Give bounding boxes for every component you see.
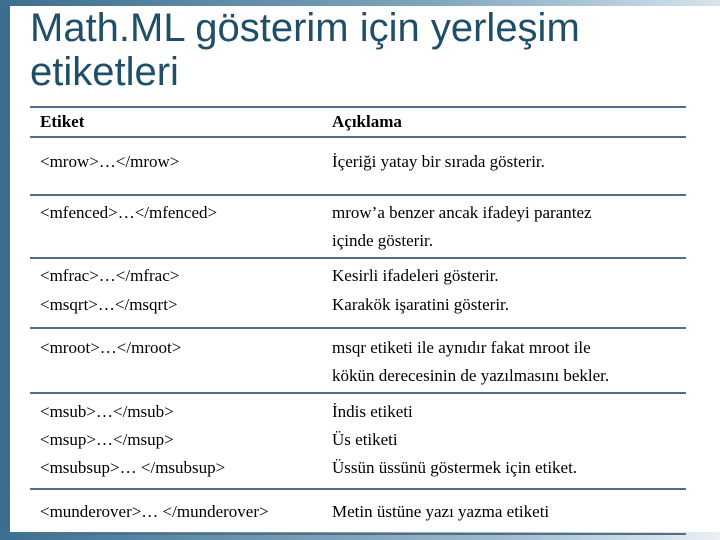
header-tag-cell: [30, 108, 324, 136]
desc-cell: [324, 291, 686, 327]
desc-text: İndis etiketi: [332, 402, 413, 421]
desc-text: Metin üstüne yazı yazma etiketi: [332, 502, 550, 521]
tag-cell: [30, 148, 324, 194]
header-desc-cell: [324, 108, 686, 136]
desc-text: Karakök işaratini gösterir.: [332, 295, 510, 314]
tag-cell: [30, 291, 324, 327]
tag-text: <mrow>…</mrow>: [40, 152, 180, 171]
desc-text: İçeriği yatay bir sırada gösterir.: [332, 152, 545, 171]
tag-text: <mfenced>…</mfenced>: [40, 203, 218, 222]
desc-text: Üssün üssünü göstermek için etiket.: [332, 458, 578, 477]
tag-cell: [30, 398, 324, 488]
table-row: [30, 490, 686, 535]
desc-text: msqr etiketi ile aynıdır fakat mroot ile: [332, 338, 591, 357]
slide-title: Math.ML gösterim için yerleşim etiketleri: [30, 6, 580, 94]
tag-table: [30, 106, 686, 535]
tag-cell: [30, 262, 324, 291]
desc-cell: [324, 498, 686, 533]
table-row: [30, 329, 686, 394]
desc-cell: [324, 334, 686, 392]
desc-cell: [324, 262, 686, 291]
tag-text: <munderover>… </munderover>: [40, 502, 269, 521]
desc-cell: [324, 199, 686, 257]
table-row: [30, 291, 686, 329]
tag-text: <msubsup>… </msubsup>: [40, 458, 226, 477]
desc-text: mrow’a benzer ancak ifadeyi parantez: [332, 203, 592, 222]
tag-text: <msqrt>…</msqrt>: [40, 295, 178, 314]
desc-text: Kesirli ifadeleri gösterir.: [332, 266, 499, 285]
table-row: [30, 196, 686, 259]
header-desc: Açıklama: [332, 112, 402, 131]
table-row: [30, 259, 686, 291]
desc-text: kökün derecesinin de yazılmasını bekler.: [332, 366, 610, 385]
tag-text: <mroot>…</mroot>: [40, 338, 182, 357]
table-row: [30, 394, 686, 490]
desc-text: içinde gösterir.: [332, 231, 434, 250]
desc-text: Üs etiketi: [332, 430, 398, 449]
table-row: [30, 138, 686, 196]
table-header-row: [30, 108, 686, 138]
header-tag: Etiket: [40, 112, 85, 131]
tag-text: <mfrac>…</mfrac>: [40, 266, 180, 285]
desc-cell: [324, 148, 686, 194]
desc-cell: [324, 398, 686, 488]
tag-cell: [30, 334, 324, 392]
tag-cell: [30, 498, 324, 533]
tag-text: <msub>…</msub>: [40, 402, 174, 421]
tag-text: <msup>…</msup>: [40, 430, 174, 449]
tag-cell: [30, 199, 324, 257]
